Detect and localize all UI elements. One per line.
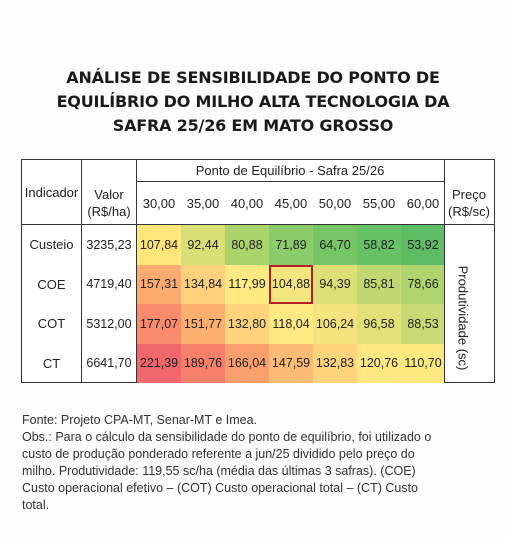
row-indicator: COE [37,276,66,292]
value-cell: 64,70 [313,225,357,265]
row-indicator: Custeio [29,237,74,253]
row-indicator: CT [42,355,61,371]
title-line-3: SAFRA 25/26 EM MATO GROSSO [112,116,394,135]
value-cell: 132,83 [313,344,357,384]
value-cell: 92,44 [181,225,225,265]
value-cell: 104,88 [269,265,313,305]
row-valor: 3235,23 [86,237,132,252]
value-cell: 88,53 [401,304,445,344]
value-cell: 177,07 [137,304,181,344]
indicator-header-label: Indicador [24,184,79,200]
price-column-header: 30,00 [142,195,176,211]
price-column-header: 55,00 [362,195,396,211]
value-cell: 107,84 [137,225,181,265]
value-cell: 117,99 [225,265,269,305]
value-cell: 71,89 [269,225,313,265]
value-cell: 132,80 [225,304,269,344]
value-cell: 53,92 [401,225,445,265]
price-column-header: 40,00 [230,195,264,211]
grid-line [444,160,445,383]
row-valor: 5312,00 [86,316,132,331]
row-valor: 4719,40 [86,277,132,292]
observation-text: Obs.: Para o cálculo da sensibilidade do ponto de equilíbrio, foi utilizado o custo de produção ponderado referente a jun/25 dividido pelo preço do milho. Produtividade: 119,55 sc/ha (média das últimas 3 safras). (COE) Custo operacional efetivo – (COT) Custo operacional total – (CT) Custo total. [22,430,432,512]
indicator-header [22,160,81,224]
row-valor: 6641,70 [86,356,132,371]
price-column-header: 60,00 [406,195,440,211]
price-header-line-1: Preço [452,186,486,202]
value-cell: 120,76 [357,344,401,384]
price-column-header: 45,00 [274,195,308,211]
price-header [444,181,494,224]
group-header [136,160,444,181]
value-cell: 78,66 [401,265,445,305]
valor-header [82,181,136,224]
value-cell: 85,81 [357,265,401,305]
grid-line [136,160,137,383]
value-cell: 80,88 [225,225,269,265]
price-column-header: 35,00 [186,195,220,211]
value-cell: 96,58 [357,304,401,344]
price-header-line-2: (R$/sc) [448,203,490,219]
source-text: Fonte: Projeto CPA-MT, Senar-MT e Imea. [22,413,258,427]
value-cell: 118,04 [269,304,313,344]
value-cell: 189,76 [181,344,225,384]
grid-line [136,181,444,182]
group-header-label: Ponto de Equilíbrio - Safra 25/26 [195,163,385,178]
valor-header-line-2: (R$/ha) [87,203,131,219]
value-cell: 157,31 [137,265,181,305]
page-title [0,66,506,138]
value-cell: 151,77 [181,304,225,344]
grid-line [22,224,494,225]
valor-header-line-1: Valor [94,186,124,202]
grid-line [81,160,82,383]
value-cell: 134,84 [181,265,225,305]
footer-notes [22,412,442,514]
price-column-header: 50,00 [318,195,352,211]
value-cell: 147,59 [269,344,313,384]
productivity-vertical-label: Produtividade (sc) [455,265,471,371]
value-cell: 110,70 [401,344,445,384]
value-cell: 94,39 [313,265,357,305]
title-line-2: EQUILÍBRIO DO MILHO ALTA TECNOLOGIA DA [56,92,450,111]
title-line-1: ANÁLISE DE SENSIBILIDADE DO PONTO DE [66,68,440,87]
row-indicator: COT [37,316,66,332]
value-cell: 221,39 [137,344,181,384]
value-cell: 58,82 [357,225,401,265]
value-cell: 166,04 [225,344,269,384]
value-cell: 106,24 [313,304,357,344]
